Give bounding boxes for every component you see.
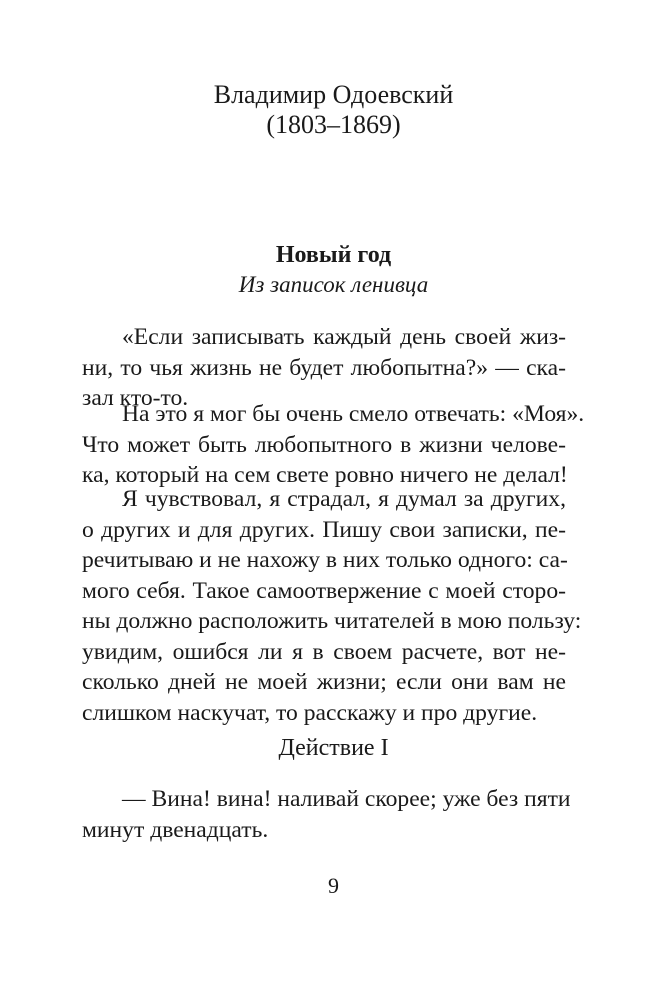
text-line: Я чувствовал, я страдал, я думал за других, <box>122 486 566 512</box>
author-name: Владимир Одоевский <box>213 80 454 109</box>
paragraph-3 <box>82 484 582 728</box>
text-line: минут двенадцать. <box>82 816 269 843</box>
author-block <box>0 80 667 140</box>
text-line: ни, то чья жизнь не будет любопытна?» — ска- <box>82 354 566 381</box>
text-line: ка, который на сем свете ровно ничего не делал! <box>82 462 568 488</box>
text-line: — Вина! вина! наливай скорее; уже без пяти <box>122 786 571 812</box>
text-line: зал кто-то. <box>82 385 189 411</box>
text-line: Что может быть любопытного в жизни челове- <box>82 431 566 458</box>
dialogue-paragraph <box>82 784 571 845</box>
paragraph-2 <box>82 399 585 491</box>
story-subtitle: Из записок ленивца <box>238 272 429 297</box>
page-number: 9 <box>328 873 339 898</box>
text-line: мого себя. Такое самоотвержение с моей сторо- <box>82 577 566 604</box>
text-line: о других и для других. Пишу свои записки, пе- <box>82 516 566 543</box>
author-years: (1803–1869) <box>266 110 401 139</box>
story-title: Новый год <box>275 242 392 268</box>
section-heading: Действие I <box>278 735 389 761</box>
text-line: увидим, ошибся ли я в своем расчете, вот не- <box>82 638 566 665</box>
text-line: «Если записывать каждый день своей жиз- <box>122 324 566 350</box>
text-line: слишком наскучат, то расскажу и про другие. <box>82 699 538 726</box>
text-line: сколько дней не моей жизни; если они вам не <box>82 669 566 695</box>
text-line: На это я мог бы очень смело отвечать: «Моя». <box>122 401 585 427</box>
text-line: речитываю и не нахожу в них только одного: са- <box>82 547 568 573</box>
text-line: ны должно расположить читателей в мою пользу: <box>82 608 582 634</box>
